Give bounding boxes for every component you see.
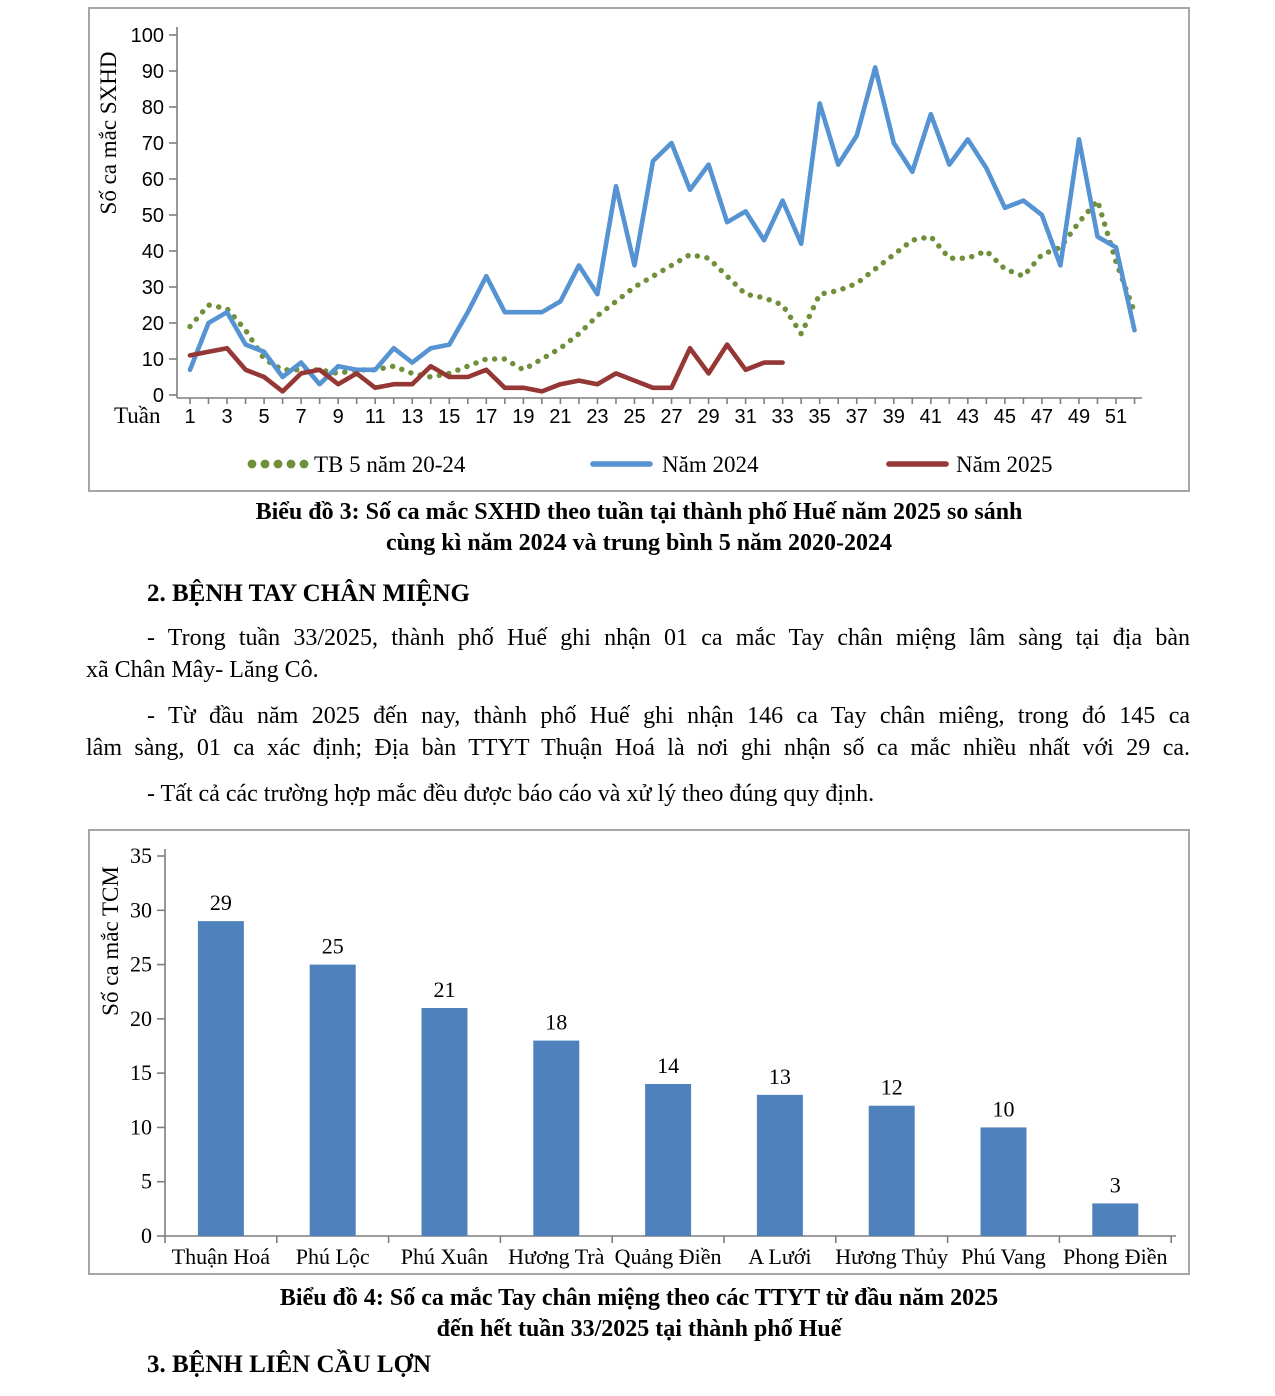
chart3-x-axis-title: Tuần [114,403,161,428]
svg-text:31: 31 [734,406,757,428]
svg-text:25: 25 [623,406,646,428]
dengue-weekly-line-chart-svg [90,9,1188,490]
svg-text:60: 60 [141,169,164,191]
bar-A Lưới [757,1095,803,1236]
svg-text:5: 5 [141,1168,152,1194]
svg-text:100: 100 [130,25,164,47]
chart4-category-labels [172,1244,1168,1269]
svg-text:43: 43 [956,406,979,428]
svg-text:Phong Điền: Phong Điền [1063,1244,1168,1269]
svg-text:37: 37 [845,406,868,428]
svg-text:Thuận Hoá: Thuận Hoá [171,1244,271,1269]
svg-text:90: 90 [141,61,164,83]
paragraph-ytd-cases [86,700,1190,764]
svg-text:47: 47 [1030,406,1054,428]
svg-text:20: 20 [130,1005,152,1031]
svg-text:Quảng Điền: Quảng Điền [614,1244,722,1269]
chart4-y-tick-labels [130,843,152,1248]
svg-text:30: 30 [141,277,164,299]
svg-text:15: 15 [130,1060,152,1086]
svg-text:Hương Trà: Hương Trà [508,1244,605,1269]
chart4-caption-line1: Biểu đồ 4: Số ca mắc Tay chân miệng theo các TTYT từ đầu năm 2025 [279,1285,999,1311]
svg-text:18: 18 [545,1009,568,1035]
bar-Phong Điền [1092,1203,1138,1236]
svg-text:10: 10 [992,1096,1015,1122]
svg-text:80: 80 [141,97,164,119]
svg-text:15: 15 [438,406,461,428]
svg-text:25: 25 [321,933,344,959]
svg-text:13: 13 [768,1063,791,1089]
svg-text:49: 49 [1067,406,1091,428]
svg-text:Năm 2025: Năm 2025 [956,452,1053,477]
svg-text:Năm 2024: Năm 2024 [662,452,759,477]
chart3-y-axis-title: Số ca mắc SXHD [96,51,121,215]
svg-text:0: 0 [141,1223,152,1248]
tcm-by-district-bar-chart-svg [90,831,1188,1273]
bar-Phú Xuân [422,1008,468,1236]
svg-text:Hương Thủy: Hương Thủy [835,1244,949,1269]
svg-text:27: 27 [660,406,683,428]
section-heading-lien-cau-lon: 3. BỆNH LIÊN CẦU LỢN [147,1351,432,1378]
svg-text:Phú Lộc: Phú Lộc [295,1244,370,1269]
chart4-y-axis-title: Số ca mắc TCM [98,866,123,1016]
svg-text:TB 5 năm 20-24: TB 5 năm 20-24 [314,452,466,477]
svg-text:29: 29 [209,890,232,916]
svg-text:A Lưới: A Lưới [748,1244,812,1269]
svg-text:5: 5 [258,406,270,428]
chart3-y-tick-labels [131,25,164,407]
svg-text:40: 40 [141,241,164,263]
svg-text:7: 7 [295,406,307,428]
svg-text:35: 35 [130,843,152,869]
svg-text:Phú Xuân: Phú Xuân [400,1244,489,1269]
paragraph-report-handling [86,778,1190,810]
svg-text:51: 51 [1104,406,1128,428]
svg-text:1: 1 [184,406,196,428]
chart4-caption-line2: đến hết tuần 33/2025 tại thành phố Huế [436,1316,842,1342]
paragraph-line: - Trong tuần 33/2025, thành phố Huế ghi nhận 01 ca mắc Tay chân miệng lâm sàng tại địa bàn [147,625,1190,651]
svg-text:39: 39 [882,406,905,428]
bar-Phú Vang [981,1127,1027,1236]
chart3-caption-line2: cùng kì năm 2024 và trung bình 5 năm 2020-2024 [385,530,893,556]
svg-text:11: 11 [364,406,386,428]
tcm-by-district-bar-chart [88,829,1190,1275]
svg-text:0: 0 [152,385,164,407]
svg-text:50: 50 [141,205,164,227]
svg-text:21: 21 [433,977,456,1003]
bar-Hương Trà [533,1041,579,1236]
paragraph-line: - Tất cả các trường hợp mắc đều được báo cáo và xử lý theo đúng quy định. [147,781,875,807]
bar-Phú Lộc [310,965,356,1236]
bar-Thuận Hoá [198,921,244,1236]
svg-text:17: 17 [475,406,498,428]
paragraph-line: xã Chân Mây- Lăng Cô. [86,657,319,683]
svg-text:3: 3 [221,406,233,428]
section-heading-tay-chan-mieng: 2. BỆNH TAY CHÂN MIỆNG [147,580,470,607]
chart4-caption [88,1283,1190,1345]
svg-text:14: 14 [657,1053,680,1079]
svg-text:13: 13 [401,406,424,428]
chart3-series-1 [190,67,1135,384]
chart4-bars [198,921,1138,1236]
svg-text:3: 3 [1109,1172,1121,1198]
chart3-x-tick-labels [184,406,1127,428]
svg-text:10: 10 [130,1114,152,1140]
paragraph-week33-case [86,622,1190,686]
svg-text:45: 45 [993,406,1017,428]
svg-text:20: 20 [141,313,164,335]
svg-text:23: 23 [586,406,609,428]
svg-text:12: 12 [880,1074,903,1100]
svg-text:10: 10 [141,349,164,371]
chart3-caption [88,497,1190,559]
chart3-legend [248,452,1053,477]
paragraph-line: lâm sàng, 01 ca xác định; Địa bàn TTYT Thuận Hoá là nơi ghi nhận số ca mắc nhiều nhất với 29 ca. [86,735,1190,761]
svg-text:70: 70 [141,133,164,155]
svg-text:25: 25 [130,951,152,977]
chart3-axes [169,27,1142,404]
svg-text:29: 29 [697,406,720,428]
svg-text:19: 19 [512,406,535,428]
chart3-caption-line1: Biểu đồ 3: Số ca mắc SXHD theo tuần tại thành phố Huế năm 2025 so sánh [255,499,1023,525]
svg-text:9: 9 [332,406,344,428]
svg-text:30: 30 [130,897,152,923]
svg-text:41: 41 [919,406,942,428]
chart3-series-0 [190,201,1135,377]
paragraph-line: - Từ đầu năm 2025 đến nay, thành phố Huế ghi nhận 146 ca Tay chân miêng, trong đó 145 ca [147,703,1190,729]
bar-Quảng Điền [645,1084,691,1236]
svg-text:Phú Vang: Phú Vang [961,1244,1046,1269]
bar-Hương Thủy [869,1106,915,1236]
svg-text:33: 33 [771,406,794,428]
svg-text:21: 21 [549,406,572,428]
svg-text:35: 35 [808,406,831,428]
dengue-weekly-line-chart [88,7,1190,492]
